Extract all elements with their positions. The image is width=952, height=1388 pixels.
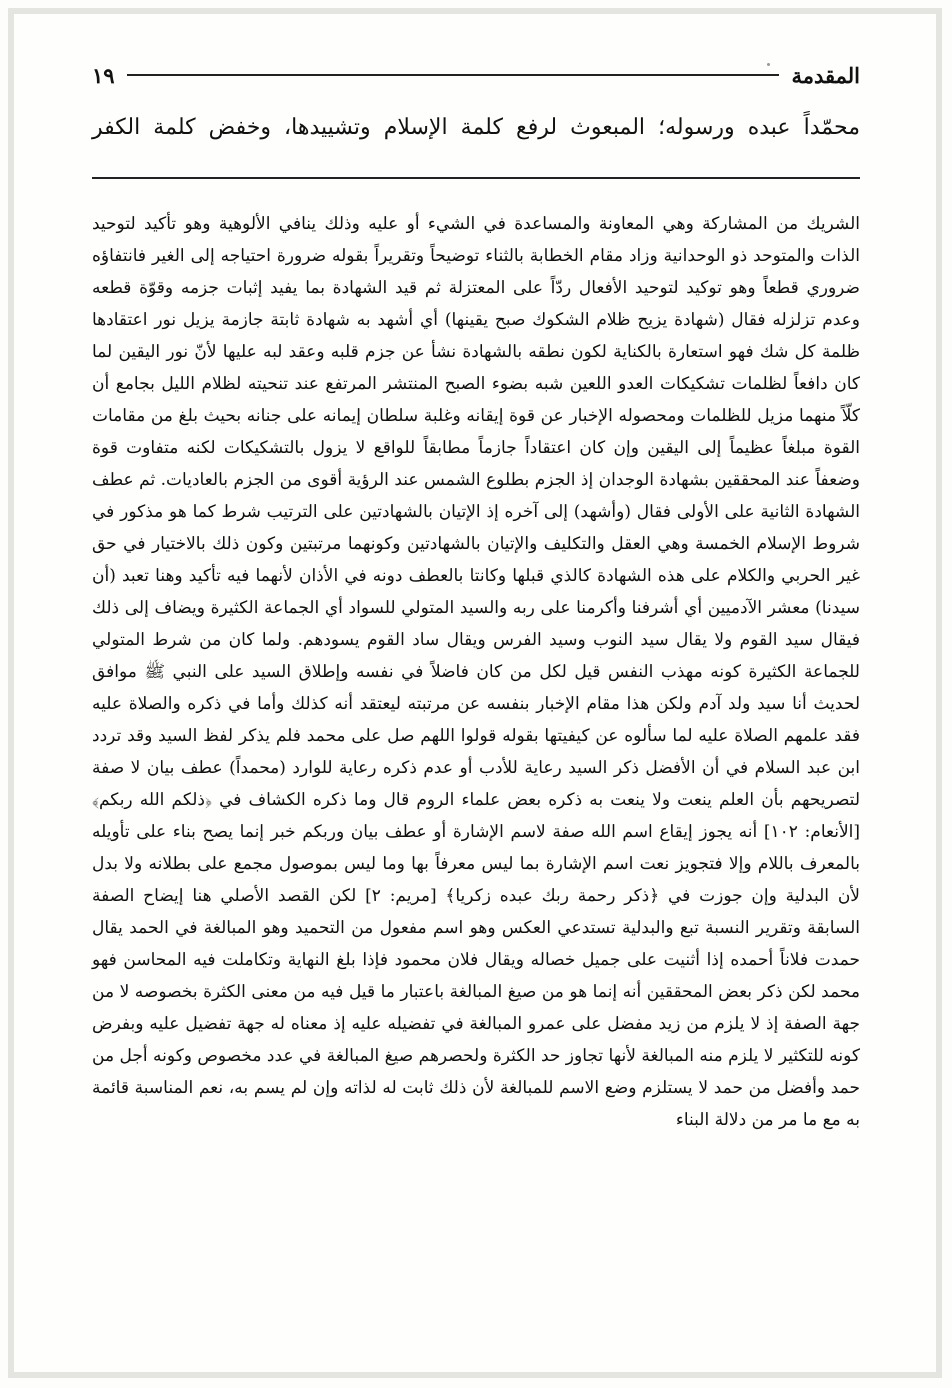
footnote-divider <box>92 177 860 179</box>
header-rule <box>127 74 780 76</box>
running-header <box>92 58 860 92</box>
page-number: ١٩ <box>92 62 115 88</box>
main-text: محمّداً عبده ورسوله؛ المبعوث لرفع كلمة الإسلام وتشييدها، وخفض كلمة الكفر <box>92 115 860 140</box>
section-title: المقدمة <box>791 62 860 88</box>
footnote-text: الشريك من المشاركة وهي المعاونة والمساعدة في الشيء أو عليه وذلك ينافي الألوهية وهو تأكيد لتوحيد الذات والمتوحد ذو الوحدانية وزاد مقام الخطابة بالثناء توضيحاً وتقريراً بقوله ضرورة احتياجه إلى الغير فانتفاؤه ضروري قطعاً وهو توكيد لتوحيد الأفعال ردّاً على المعتزلة ثم قيد الشهادة بما يفيد إثبات جزمه وقوّة قطعه وعدم تزلزله فقال (شهادة يزيح ظلام الشكوك صبح يقينها) أي أشهد به شهادة ثابتة جازمة يزيل نور اعتقادها ظلمة كل شك فهو استعارة بالكناية لكون نطقه بالشهادة نشأ عن جزم قلبه وعقد لبه عليها لأنّ نور اليقين لما كان دافعاً لظلمات تشكيكات العدو اللعين شبه بضوء الصبح المنتشر المرتفع عند تنحيته لظلام الليل بجامع أن كلّاً منهما مزيل للظلمات ومحصوله الإخبار عن قوة إيقانه وغلبة سلطان إيمانه على جنانه بحيث بلغ من مقامات القوة مبلغاً عظيماً إلى اليقين وإن كان اعتقاداً جازماً مطابقاً للواقع لا يزول بالتشكيكات لكنه متفاوت قوة وضعفاً عند المحققين بشهادة الوجدان إذ الجزم بطلوع الشمس عند الرؤية أقوى من الجزم بالعاديات. ثم عطف الشهادة الثانية على الأولى فقال (وأشهد) إلى آخره إذ الإتيان بالشهادتين على الترتيب شرط كما هو مذكور في شروط الإسلام الخمسة وهي العقل والتكليف والإتيان بالشهادتين وكونهما مرتبتين وكون ذلك بالاختيار في حق غير الحربي والكلام على هذه الشهادة كالذي قبلها وكانتا بالعطف دونه في الأذان لأنهما فيه تأكيد وهنا تعبد (أن سيدنا) معشر الآدميين أي أشرفنا وأكرمنا على ربه والسيد المتولي للسواد أي الجماعة الكثيرة ويضاف إلى ذلك فيقال سيد القوم ولا يقال سيد النوب وسيد الفرس ويقال ساد القوم يسودهم. ولما كان من شرط المتولي للجماعة الكثيرة كونه مهذب النفس قيل لكل من كان فاضلاً في نفسه وإطلاق السيد على النبي ﷺ موافق لحديث أنا سيد ولد آدم ولكن هذا مقام الإخبار بنفسه عن مرتبته ليعتقد أنه كذلك وأما في ذكره والصلاة عليه فقد علمهم الصلاة عليه لما سألوه عن كيفيتها بقوله قولوا اللهم صل على محمد فلم يذكر لفظ السيد وقد تردد ابن عبد السلام في أن الأفضل ذكر السيد رعاية للأدب أو عدم ذكره رعاية للوارد (محمداً) عطف بيان لا صفة لتصريحهم بأن العلم ينعت ولا ينعت به ذكره بعض علماء الروم قال وما ذكره الكشاف في ﴿ذلكم الله ربكم﴾ [الأنعام: ١٠٢] أنه يجوز إيقاع اسم الله صفة لاسم الإشارة أو عطف بيان وربكم خبر إنما يصح بناء على تأويله بالمعرف باللام وإلا فتجويز نعت اسم الإشارة بما ليس معرفاً بها وما ليس بموصول مجمع على بطلانه ولا بدل لأن البدلية وإن جوزت في ﴿ذكر رحمة ربك عبده زكريا﴾ [مريم: ٢] لكن القصد الأصلي هنا إيضاح الصفة السابقة وتقرير النسبة تبع والبدلية تستدعي العكس وهو اسم مفعول من التحميد وهو المبالغة في الحمد يقال حمدت فلاناً أحمده إذا أثنيت على جميل خصاله ويقال فلان محمود فإذا بلغ النهاية وتكاملت فيه المحاسن فهو محمد لكن ذكر بعض المحققين أنه إنما هو من صيغ المبالغة باعتبار ما قيل فيه من معنى الكثرة بخصوصه لا من جهة الصفة إذ لا يلزم من زيد مفضل على عمرو المبالغة في تفضيله عليه إذ معناه له جهة تفضيل عليه وبفرض كونه للتكثير لا يلزم منه المبالغة لأنها تجاوز حد الكثرة ولحصرهم صيغ المبالغة في عدد مخصوص وكونه أجل من حمد وأفضل من حمد لا يستلزم وضع الاسم للمبالغة لأن ذلك ثابت له لذاته وإن لم يسم به، نعم المناسبة قائمة به مع ما مر من دلالة البناء <box>92 214 861 1130</box>
scan-speck <box>767 63 770 66</box>
